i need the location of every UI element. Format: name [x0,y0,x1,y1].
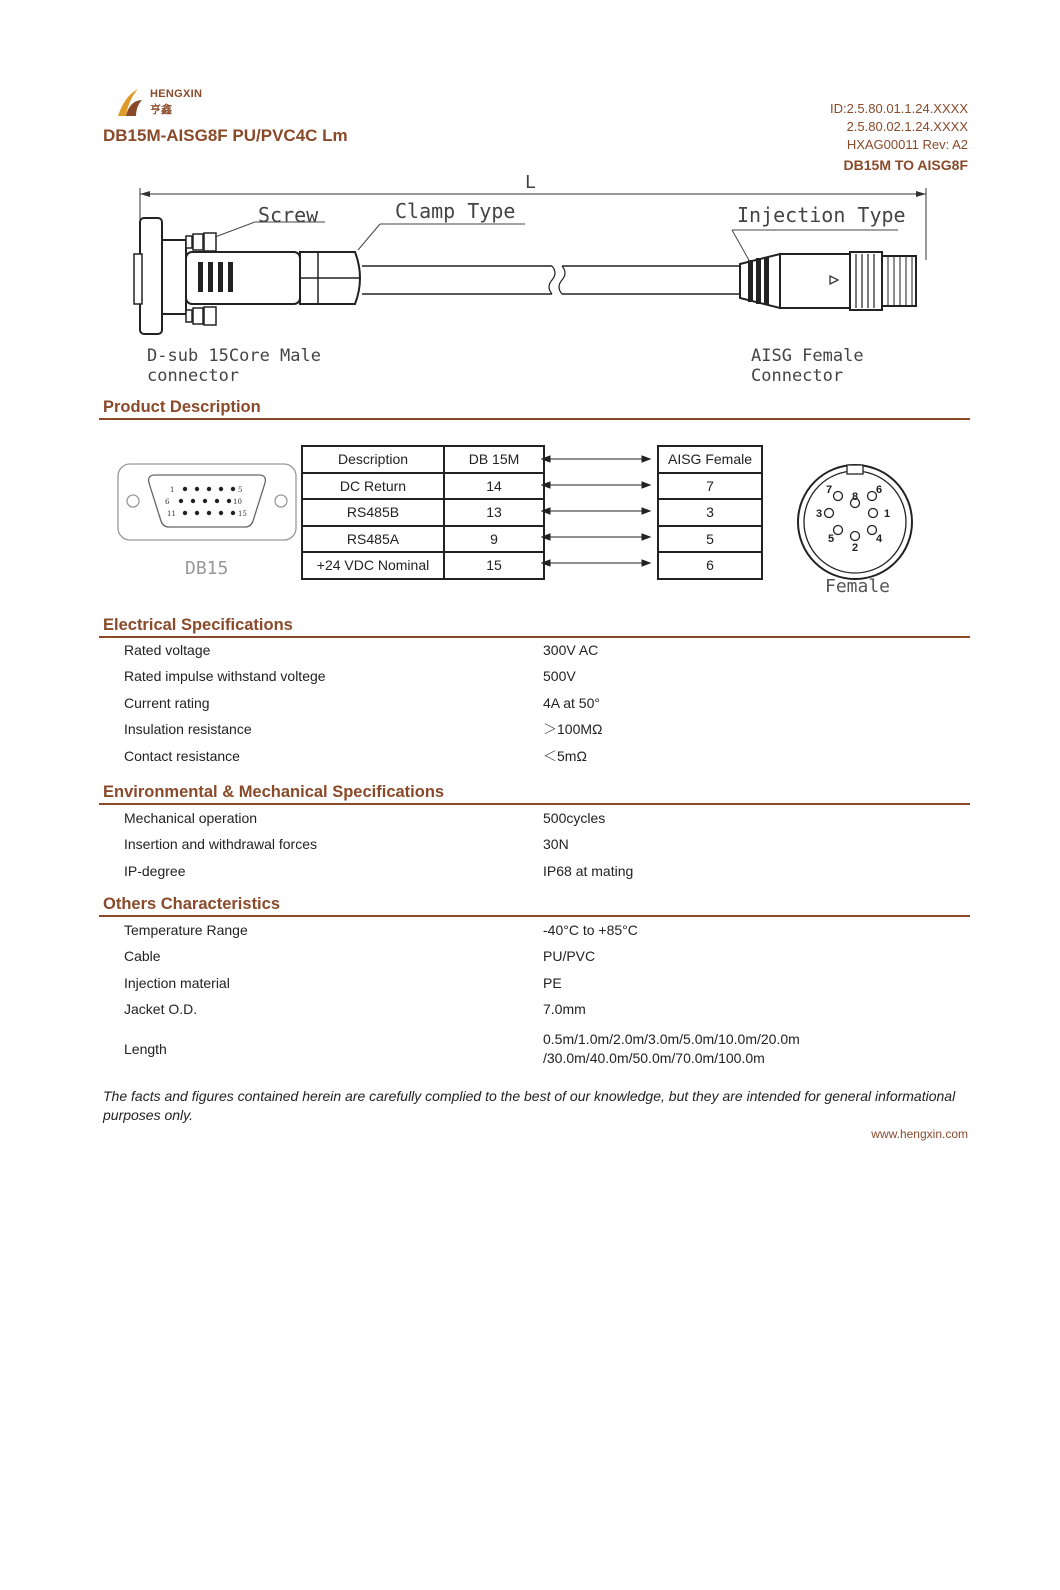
injection-type-label: Injection Type [737,203,906,227]
db15-pin-10: 10 [233,498,242,506]
spec-key: Rated voltage [124,642,211,658]
hengxin-logo-icon [114,86,150,118]
table-cell: 6 [658,552,762,579]
female-label: Female [825,576,891,597]
table-cell: RS485A [302,526,444,553]
db15-pinout-drawing [117,463,297,543]
length-label: L [525,172,536,193]
spec-value: 300V AC [543,642,599,658]
table-cell: 14 [444,473,544,500]
document-title: DB15M-AISG8F PU/PVC4C Lm [103,126,348,145]
spec-key: Cable [124,948,161,964]
spec-value: PE [543,975,562,991]
table-header: Description [302,446,444,473]
spec-row [124,858,970,884]
spec-key: Length [124,1041,167,1057]
table-header: DB 15M [444,446,544,473]
disclaimer-text: The facts and figures contained herein are carefully complied to the best of our knowledge, but they are intended for general informational purposes only. [103,1088,956,1123]
id-line-1: ID:2.5.80.01.1.24.XXXX [829,101,968,116]
section-heading-product-description: Product Description [103,398,261,416]
spec-key: Rated impulse withstand voltege [124,668,326,684]
table-cell: 9 [444,526,544,553]
table-row [302,473,762,500]
dsub-connector-label-line2: connector [147,366,240,386]
spec-key: Jacket O.D. [124,1001,198,1017]
dsub-connector-label-line1: D-sub 15Core Male [147,346,321,366]
aisg-pin-2: 2 [851,542,859,554]
website-link[interactable]: www.hengxin.com [871,1127,968,1141]
length-values [543,1030,800,1068]
length-values-line2: /30.0m/40.0m/50.0m/70.0m/100.0m [543,1050,765,1066]
spec-row [124,831,970,857]
spec-value: 500V [543,668,576,684]
spec-row [124,943,970,969]
section-divider [99,418,970,420]
clamp-type-label: Clamp Type [395,199,516,223]
section-heading-others: Others Characteristics [103,895,280,913]
length-values-line1: 0.5m/1.0m/2.0m/3.0m/5.0m/10.0m/20.0m [543,1031,800,1047]
spec-key: Mechanical operation [124,810,258,826]
aisg-pin-8: 8 [851,491,859,503]
spec-key: Insertion and withdrawal forces [124,836,317,852]
table-row [302,526,762,553]
spec-value: ＜5mΩ [543,748,587,764]
spec-value: ＞100MΩ [543,721,603,737]
spec-value: 500cycles [543,810,606,826]
section-heading-electrical: Electrical Specifications [103,616,293,634]
aisg-female-pinout-drawing [795,462,915,582]
spec-row [124,716,970,742]
spec-value: 4A at 50° [543,695,600,711]
table-cell: 3 [658,499,762,526]
id-block [830,100,968,174]
screw-label: Screw [258,203,319,227]
aisg-pin-6: 6 [875,484,883,496]
spec-value: -40°C to +85°C [543,922,638,938]
spec-row [124,805,970,831]
pin-mapping-arrows [540,446,652,576]
spec-key: Contact resistance [124,748,240,764]
table-cell: 5 [658,526,762,553]
table-header: AISG Female [658,446,762,473]
db15-pin-15: 15 [238,510,247,518]
document-subtitle: DB15M TO AISG8F [843,157,968,173]
spec-key: Current rating [124,695,210,711]
logo-text: HENGXIN [150,88,203,100]
spec-row [124,996,970,1022]
spec-row [124,743,970,769]
spec-value: 30N [543,836,569,852]
table-cell: 7 [658,473,762,500]
id-line-3: HXAG00011 Rev: A2 [846,137,968,152]
db15-label: DB15 [185,558,229,579]
spec-value: PU/PVC [543,948,596,964]
aisg-connector-label-line2: Connector [751,366,844,386]
spec-key: IP-degree [124,863,186,879]
spec-key: Insulation resistance [124,721,252,737]
spec-row [124,637,970,663]
spec-value: IP68 at mating [543,863,634,879]
aisg-connector-label-line1: AISG Female [751,346,864,366]
db15-pin-5: 5 [238,486,243,494]
aisg-pin-1: 1 [883,508,891,520]
spec-key: Injection material [124,975,230,991]
spec-row [124,663,970,689]
aisg-pin-5: 5 [827,533,835,545]
aisg-pin-4: 4 [875,533,883,545]
spec-value: 7.0mm [543,1001,586,1017]
table-cell: DC Return [302,473,444,500]
db15-pin-6: 6 [165,498,170,506]
table-header-row [302,446,762,473]
id-line-2: 2.5.80.02.1.24.XXXX [846,119,968,134]
logo-chinese-text: 亨鑫 [150,104,172,116]
db15-pin-11: 11 [167,510,176,518]
aisg-pin-7: 7 [825,484,833,496]
aisg-pin-3: 3 [815,508,823,520]
db15-pin-1: 1 [170,486,175,494]
spec-key: Temperature Range [124,922,248,938]
table-cell: 13 [444,499,544,526]
pin-mapping-table [301,445,763,580]
table-cell: RS485B [302,499,444,526]
table-row [302,552,762,579]
section-heading-environmental: Environmental & Mechanical Specifications [103,783,445,801]
table-cell: +24 VDC Nominal [302,552,444,579]
spec-row [124,917,970,943]
table-row [302,499,762,526]
table-cell: 15 [444,552,544,579]
spec-row [124,690,970,716]
spec-row [124,970,970,996]
